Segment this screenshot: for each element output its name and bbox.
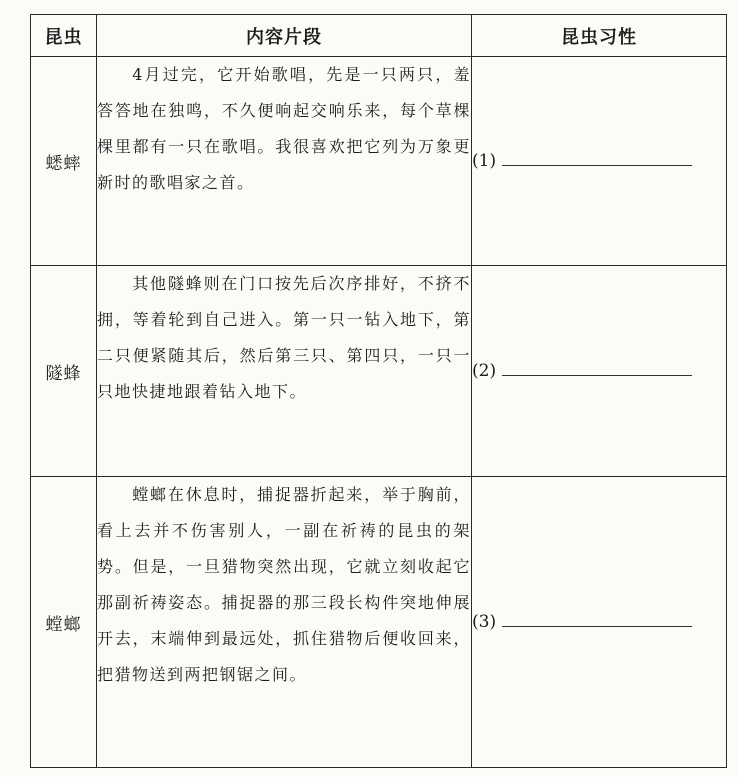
insect-name: 螳螂	[31, 477, 97, 768]
insect-habit-table	[30, 14, 727, 768]
insect-name: 隧蜂	[31, 266, 97, 477]
insect-name: 蟋蟀	[31, 57, 97, 266]
answer-number: (2)	[472, 361, 497, 381]
passage-text: 其他隧蜂则在门口按先后次序排好，不挤不拥，等着轮到自己进入。第一只一钻入地下，第二只便紧随其后，然后第三只、第四只，一只一只地快捷地跟着钻入地下。	[97, 274, 471, 401]
passage-cell	[97, 57, 472, 266]
table-row	[31, 266, 727, 477]
passage-cell	[97, 477, 472, 768]
header-habit: 昆虫习性	[472, 15, 727, 57]
passage-cell	[97, 266, 472, 477]
answer-blank-line[interactable]	[502, 164, 692, 166]
passage-text: 4月过完，它开始歌唱，先是一只两只，羞答答地在独鸣，不久便响起交响乐来，每个草棵棵里都有一只在歌唱。我很喜欢把它列为万象更新时的歌唱家之首。	[97, 65, 471, 192]
header-passage: 内容片段	[97, 15, 472, 57]
answer-blank-line[interactable]	[502, 374, 692, 376]
habit-answer-cell	[472, 266, 727, 477]
table-row	[31, 477, 727, 768]
table-header-row	[31, 15, 727, 57]
table-row	[31, 57, 727, 266]
habit-answer-cell	[472, 477, 727, 768]
passage-text: 螳螂在休息时，捕捉器折起来，举于胸前，看上去并不伤害别人，一副在祈祷的昆虫的架势。但是，一旦猎物突然出现，它就立刻收起它那副祈祷姿态。捕捉器的那三段长构件突地伸展开去，末端伸到最远处，抓住猎物后便收回来，把猎物送到两把钢锯之间。	[97, 485, 471, 684]
header-insect: 昆虫	[31, 15, 97, 57]
habit-answer-cell	[472, 57, 727, 266]
answer-number: (1)	[472, 151, 497, 171]
answer-blank-line[interactable]	[502, 625, 692, 627]
answer-number: (3)	[472, 612, 497, 632]
